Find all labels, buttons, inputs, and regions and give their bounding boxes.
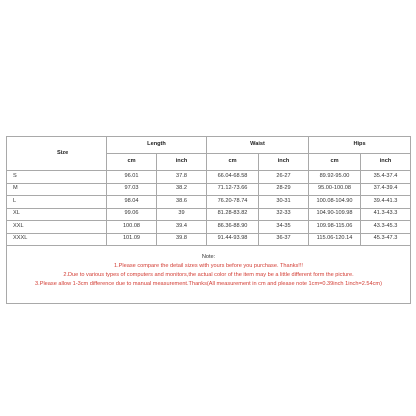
hips-cm-header: cm [309,154,361,171]
length-cm-header: cm [107,154,157,171]
length-cm-cell: 97.03 [107,183,157,196]
size-cell: XL [7,208,107,221]
length-inch-cell: 39.8 [157,233,207,246]
waist-inch-header: inch [259,154,309,171]
hips-cm-cell: 115.06-120.14 [309,233,361,246]
length-inch-cell: 39 [157,208,207,221]
note-title: Note: [201,254,216,260]
notes-cell [7,246,411,304]
table-row [7,196,411,209]
waist-inch-cell: 26-27 [259,171,309,184]
table-row [7,221,411,234]
size-cell: M [7,183,107,196]
hips-cm-cell: 95.00-100.08 [309,183,361,196]
length-cm-cell: 96.01 [107,171,157,184]
hips-header: Hips [309,137,411,154]
size-cell: XXL [7,221,107,234]
waist-cm-cell: 66.04-68.58 [207,171,259,184]
length-header: Length [107,137,207,154]
hips-inch-cell: 39.4-41.3 [361,196,411,209]
size-header: Size [7,137,107,171]
hips-inch-cell: 37.4-39.4 [361,183,411,196]
hips-inch-cell: 45.3-47.3 [361,233,411,246]
hips-cm-cell: 104.90-109.98 [309,208,361,221]
length-inch-cell: 37.8 [157,171,207,184]
hips-inch-cell: 35.4-37.4 [361,171,411,184]
note-line-2: 2.Due to various types of computers and monitors,the actual color of the item may be a little different form the picture. [63,272,354,278]
waist-cm-cell: 91.44-93.98 [207,233,259,246]
waist-cm-cell: 71.12-73.66 [207,183,259,196]
waist-cm-cell: 81.28-83.82 [207,208,259,221]
hips-inch-cell: 41.3-43.3 [361,208,411,221]
length-inch-header: inch [157,154,207,171]
waist-inch-cell: 34-35 [259,221,309,234]
length-inch-cell: 38.6 [157,196,207,209]
waist-inch-cell: 36-37 [259,233,309,246]
waist-inch-cell: 32-33 [259,208,309,221]
length-inch-cell: 39.4 [157,221,207,234]
table-row [7,233,411,246]
table-row [7,183,411,196]
hips-cm-cell: 89.92-95.00 [309,171,361,184]
waist-cm-cell: 76.20-78.74 [207,196,259,209]
size-cell: XXXL [7,233,107,246]
notes-row [7,246,411,304]
table-row [7,208,411,221]
length-cm-cell: 101.09 [107,233,157,246]
waist-cm-header: cm [207,154,259,171]
waist-cm-cell: 86.36-88.90 [207,221,259,234]
length-inch-cell: 38.2 [157,183,207,196]
length-cm-cell: 98.04 [107,196,157,209]
table-row [7,171,411,184]
group-header-row [7,137,411,154]
hips-cm-cell: 109.98-115.06 [309,221,361,234]
hips-inch-cell: 43.3-45.3 [361,221,411,234]
length-cm-cell: 100.08 [107,221,157,234]
note-line-3: 3.Please allow 1-3cm difference due to manual measurement.Thanks(All measurement in cm and please note 1cm=0.39inch 1inch=2.54cm) [35,281,382,287]
hips-inch-header: inch [361,154,411,171]
waist-inch-cell: 28-29 [259,183,309,196]
hips-cm-cell: 100.08-104.90 [309,196,361,209]
waist-inch-cell: 30-31 [259,196,309,209]
size-cell: S [7,171,107,184]
waist-header: Waist [207,137,309,154]
size-cell: L [7,196,107,209]
note-line-1: 1.Please compare the detail sizes with yours before you purchase. Thanks!!! [114,263,303,269]
length-cm-cell: 99.06 [107,208,157,221]
size-chart-table [6,136,411,304]
